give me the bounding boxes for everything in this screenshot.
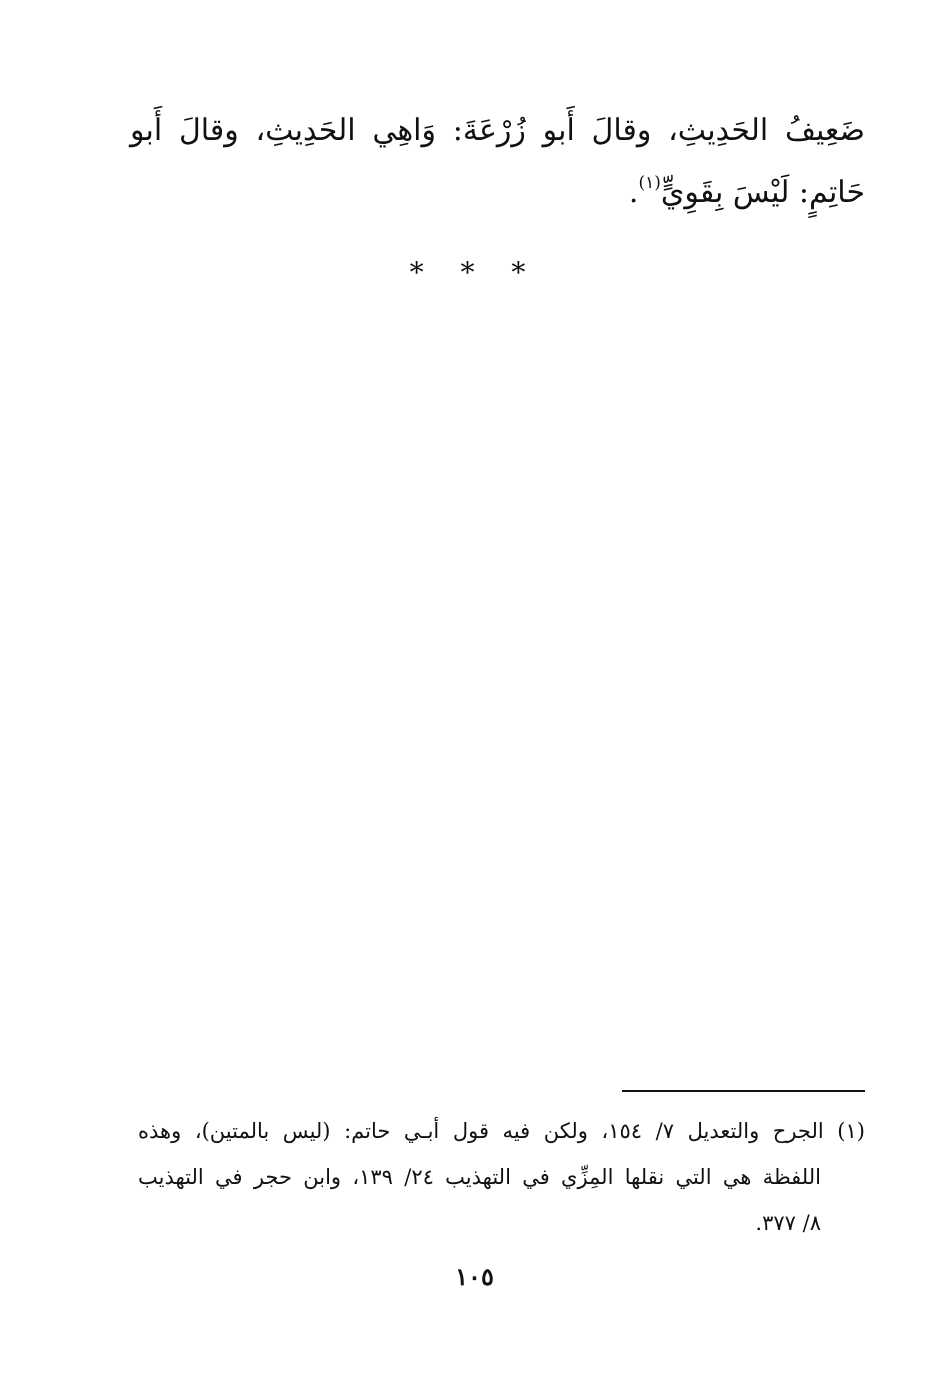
page-number: ١٠٥ <box>455 1262 494 1291</box>
footnote-line-2: اللفظة هي التي نقلها المِزِّي في التهذيب ٢٤/ ١٣٩، وابن حجر في التهذيب <box>138 1165 821 1189</box>
footnote-line-3: ٨/ ٣٧٧. <box>755 1211 821 1235</box>
footnote-divider <box>622 1090 865 1092</box>
section-separator: * * * <box>409 256 540 289</box>
paragraph-end: . <box>628 175 639 210</box>
paragraph-text: ضَعِيفُ الحَدِيثِ، وقالَ أَبو زُرْعَةَ: وَاهِي الحَدِيثِ، وقالَ أَبو حَاتِمٍ: لَيْسَ بِقَوِيٍّ <box>130 113 865 210</box>
footnote <box>138 1108 865 1246</box>
footnote-marker: (١) <box>638 173 661 193</box>
main-paragraph <box>130 100 865 224</box>
footnote-line-1: (١) الجرح والتعديل ٧/ ١٥٤، ولكن فيه قول أبـي حاتم: (ليس بالمتين)، وهذه <box>138 1119 865 1143</box>
